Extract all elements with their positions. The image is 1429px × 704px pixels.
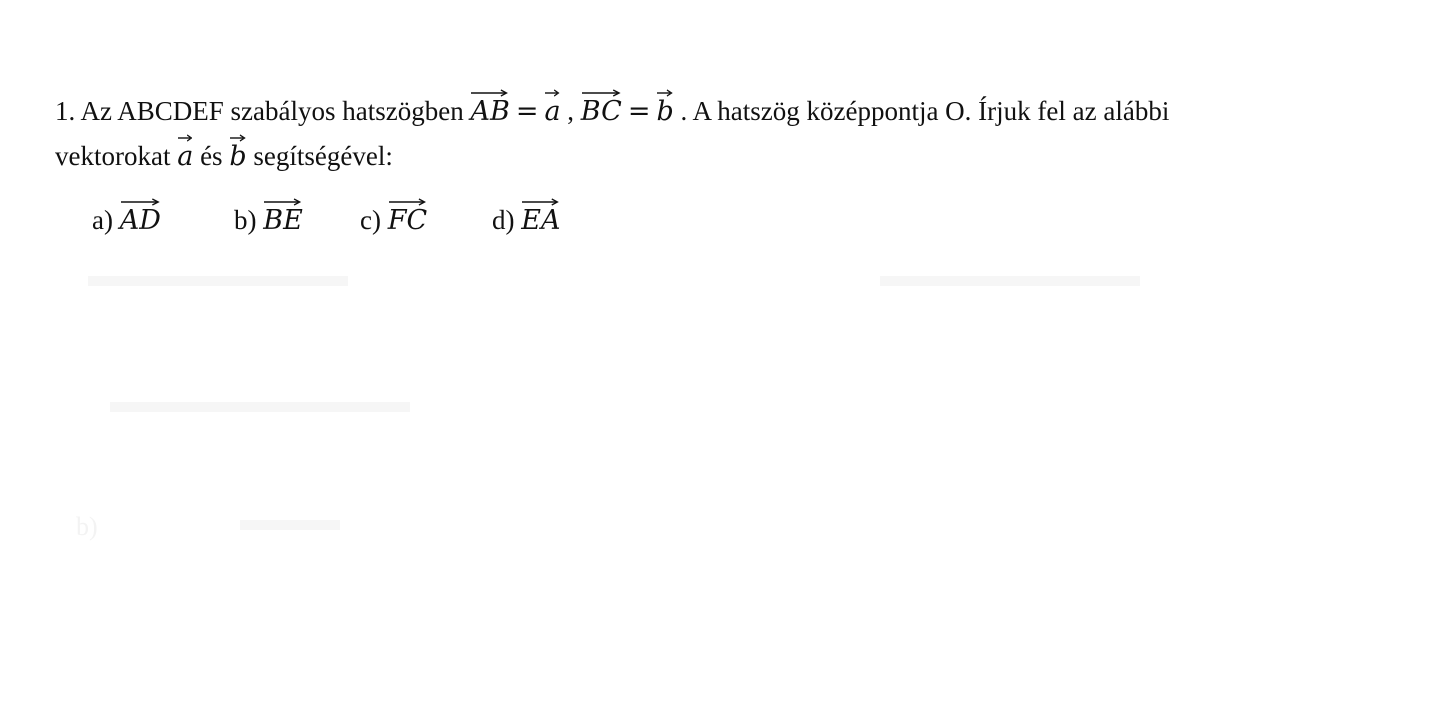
vector-arrow-icon [121,198,160,206]
vector-ab [470,88,509,125]
subquestion-c [360,197,492,237]
vector-a-label: a [177,141,194,172]
vector-be-label: BE [263,205,303,236]
vector-a [544,88,560,125]
subquestion-label: b) [234,205,264,235]
vector-ab-label: AB [470,96,510,127]
subquestion-a [92,197,234,237]
subquestion-label: d) [492,205,522,235]
problem-intro-text: 1. Az ABCDEF szabályos hatszögben [55,96,471,126]
vector-arrow-icon [522,198,559,206]
vector-ea-label: EA [521,205,561,236]
vector-ea [521,197,560,234]
vector-a [177,133,193,170]
comma: , [567,96,575,126]
vector-arrow-icon [471,89,508,97]
vector-arrow-icon [545,89,559,97]
vector-fc [388,197,427,234]
faint-bleed-line [88,276,348,286]
line2-middle-text: és [193,141,230,171]
vector-bc [581,88,622,125]
problem-rest-text: . A hatszög középpontja O. Írjuk fel az alábbi [680,96,1170,126]
vector-b [656,88,673,125]
vector-arrow-icon [657,89,672,97]
faint-bleed-line [110,402,410,412]
vector-b-label: b [656,96,674,127]
equals-sign: = [627,96,651,127]
problem-statement-line-2 [55,133,393,173]
vector-ad-label: AD [119,205,161,236]
vector-arrow-icon [178,134,192,142]
problem-statement-line-1 [55,88,1169,129]
line2-end-text: segítségével: [246,141,393,171]
vector-ad [120,197,161,234]
subquestion-label: c) [360,205,388,235]
vector-arrow-icon [264,198,302,206]
faint-bleed-label: b) [76,512,98,541]
line2-start-text: vektorokat [55,141,178,171]
subquestion-list [92,197,592,237]
subquestion-b [234,197,360,237]
faint-bleed-line [240,520,340,530]
equals-sign: = [515,96,539,127]
faint-bleed-line [880,276,1140,286]
vector-be [263,197,303,234]
vector-arrow-icon [230,134,245,142]
vector-arrow-icon [582,89,621,97]
space [574,96,581,126]
subquestion-d [492,197,592,237]
vector-bc-label: BC [580,96,622,127]
vector-arrow-icon [389,198,426,206]
vector-b-label: b [229,141,247,172]
vector-fc-label: FC [387,205,428,236]
subquestion-label: a) [92,205,120,235]
vector-b [229,133,246,170]
vector-a-label: a [544,96,561,127]
